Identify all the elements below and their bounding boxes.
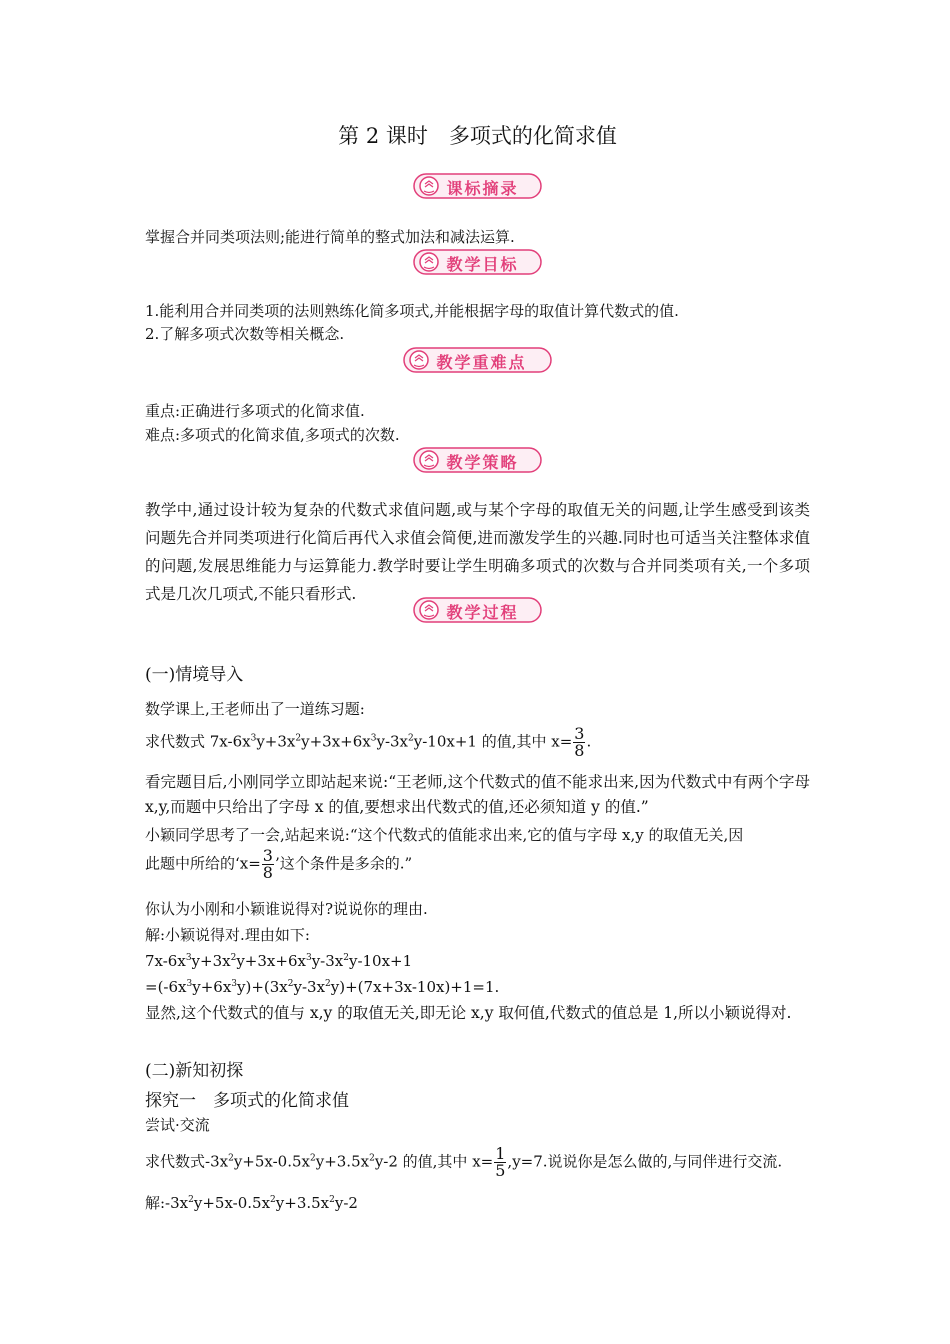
s-exp: 3 [186,979,193,989]
question-ask: 你认为小刚和小颖谁说得对?说说你的理由. [145,900,428,918]
q-exp: 2 [408,733,414,744]
banner-label: 教学过程 [446,603,519,622]
banner-key-difficulty [403,346,553,374]
goal-1: 1.能利用合并同类项的法则熟练化简多项式,并能根据字母的取值计算代数式的值. [145,302,679,320]
s-part: y+3x+6x [236,952,306,970]
s2-exp: 2 [270,1195,276,1205]
q-part: 求代数式 7x-6x [145,732,251,751]
q-part: y-3x [376,732,409,751]
banner-strategy [413,446,543,474]
s-part: y+6x [192,978,232,996]
s-part: 7x-6x [145,952,186,970]
s-part: y)+(3x [237,978,288,996]
fraction-numerator: 3 [262,846,273,865]
s-exp: 3 [231,979,238,989]
banner-standards [413,172,543,200]
s2-part: y+5x-0.5x [193,1194,271,1212]
s-part: y)+(7x+3x-10x)+1=1. [330,978,500,996]
s-exp: 2 [325,979,331,989]
difficulty-point: 难点:多项式的化简求值,多项式的次数. [145,426,400,444]
s-part: y+3x [191,952,231,970]
q2-exp: 2 [228,1153,234,1164]
section-heading-1: (一)情境导入 [145,665,244,685]
q-exp: 3 [250,733,257,744]
s2-part: 解:-3x [145,1194,189,1212]
q2-part: y-2 的值,其中 x= [374,1152,494,1171]
q-exp: 2 [295,733,302,744]
fraction [262,848,274,881]
s2-exp: 2 [329,1195,335,1205]
intro-text: 数学课上,王老师出了一道练习题: [145,700,365,718]
q2-part: y+5x-0.5x [233,1152,310,1171]
q2-exp: 2 [309,1153,316,1164]
fraction-denominator: 5 [495,1161,506,1180]
q2-exp: 2 [369,1153,375,1164]
fraction-numerator: 1 [495,1144,506,1163]
solution-line-1 [145,950,412,972]
fraction-denominator: 8 [574,741,585,760]
q2-part: ,y=7.说说你是怎么做的,与同伴进行交流. [507,1152,783,1171]
section-heading-2: (二)新知初探 [145,1061,244,1081]
s-part: y-3x [311,952,344,970]
s-exp: 2 [343,953,349,963]
conclusion-text: 显然,这个代数式的值与 x,y 的取值无关,即无论 x,y 取何值,代数式的值总是 1,所以小颖说得对. [145,1004,792,1022]
s-exp: 2 [287,979,294,989]
q2-part: 求代数式-3x [145,1152,229,1171]
solution-head: 解:小颖说得对.理由如下: [145,926,310,944]
s2-part: y+3.5x [275,1194,330,1212]
question-2-expression [145,1146,782,1179]
s-exp: 3 [185,953,192,963]
xiaoying-speech-line2 [145,848,412,881]
banner-process [413,596,543,624]
q2-part: y+3.5x [315,1152,370,1171]
s-exp: 3 [305,953,312,963]
solution-2-line [145,1192,358,1214]
banner-label: 教学目标 [446,255,519,274]
solution-line-2 [145,976,499,998]
s-part: y-3x [293,978,326,996]
speech-part: ’这个条件是多余的.” [274,854,413,873]
try-label: 尝试·交流 [145,1116,210,1134]
strategy-text: 教学中,通过设计较为复杂的代数式求值问题,或与某个字母的取值无关的问题,让学生感受到该类问题先合并同类项进行化简后再代入求值会简便,进而激发学生的兴趣.同时也可适当关注整体求值的问题,发展思维能力与运算能力.教学时要让学生明确多项式的次数与合并同类项有关,一个多项式是几次几项式,不能只看形式. [145,501,810,603]
question-expression [145,726,591,759]
banner-label: 教学重难点 [436,353,527,372]
page-title: 第 2 课时 多项式的化简求值 [338,124,617,148]
q-part: y+3x+6x [301,732,371,751]
s2-exp: 2 [188,1195,194,1205]
fraction-numerator: 3 [574,724,585,743]
fraction [494,1146,506,1179]
q-exp: 3 [370,733,377,744]
q-part: . [586,732,592,751]
s-exp: 2 [230,953,237,963]
s-part: y-10x+1 [348,952,413,970]
goal-2: 2.了解多项式次数等相关概念. [145,325,345,343]
banner-goals [413,248,543,276]
q-part: y-10x+1 的值,其中 x= [413,732,573,751]
key-point: 重点:正确进行多项式的化简求值. [145,402,365,420]
speech-part: 此题中所给的‘x= [145,854,261,873]
banner-label: 课标摘录 [446,179,519,198]
banner-label: 教学策略 [446,453,519,472]
fraction [573,726,585,759]
xiaoying-speech-line1: 小颖同学思考了一会,站起来说:“这个代数式的值能求出来,它的值与字母 x,y 的取值无关,因 [145,826,744,844]
s-part: =(-6x [145,978,187,996]
standards-text: 掌握合并同类项法则;能进行简单的整式加法和减法运算. [145,228,515,246]
fraction-denominator: 8 [262,863,273,882]
s2-part: y-2 [334,1194,358,1212]
subsection-heading: 探究一 多项式的化简求值 [145,1091,349,1111]
q-part: y+3x [256,732,296,751]
xiaogang-speech: 看完题目后,小刚同学立即站起来说:“王老师,这个代数式的值不能求出来,因为代数式中有两个字母 x,y,而题中只给出了字母 x 的值,要想求出代数式的值,还必须知道 y 的值.” [145,773,810,816]
